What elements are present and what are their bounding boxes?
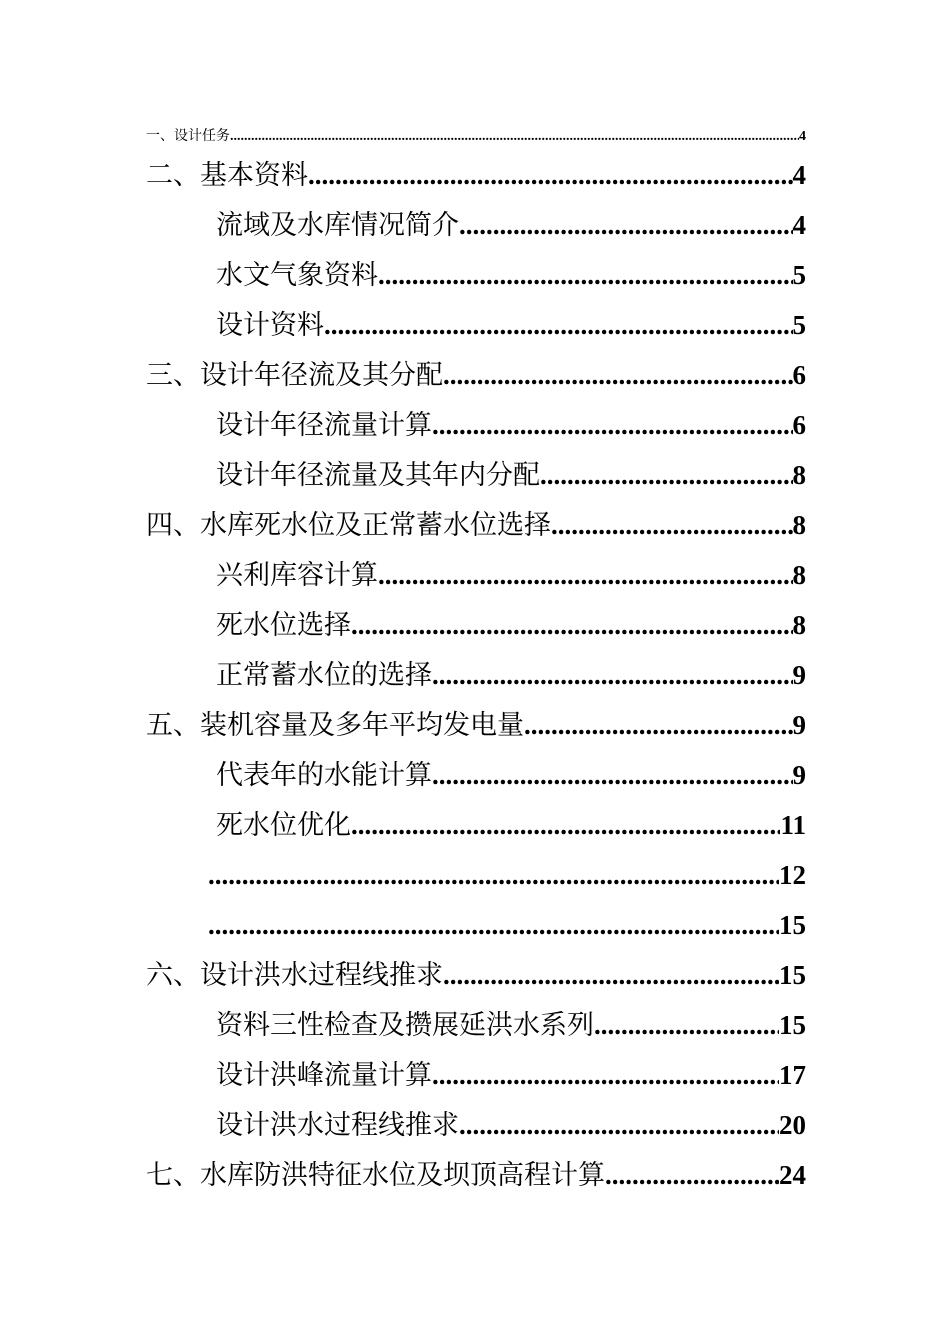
toc-entry[interactable] — [146, 900, 806, 950]
toc-entry-page: 6 — [792, 360, 806, 390]
toc-entry[interactable] — [146, 550, 806, 600]
toc-leader-dots — [594, 1000, 779, 1050]
toc-leader-dots — [551, 500, 793, 550]
toc-entry[interactable] — [146, 950, 806, 1000]
toc-leader-dots — [443, 350, 793, 400]
toc-leader-dots — [378, 550, 793, 600]
toc-entry[interactable] — [146, 400, 806, 450]
toc-entry-title: 五、装机容量及多年平均发电量 — [146, 710, 524, 741]
toc-entry[interactable] — [146, 200, 806, 250]
toc-entry-title: 三、设计年径流及其分配 — [146, 360, 443, 391]
toc-leader-dots — [432, 1050, 779, 1100]
toc-entry[interactable] — [146, 150, 806, 200]
toc-entry-title: 六、设计洪水过程线推求 — [146, 960, 443, 991]
toc-entry-title: 流域及水库情况简介 — [216, 210, 459, 241]
toc-entry[interactable] — [146, 1000, 806, 1050]
toc-leader-dots — [540, 450, 793, 500]
toc-leader-dots — [432, 750, 793, 800]
toc-entry-page: 8 — [792, 510, 806, 540]
toc-entry-page: 9 — [792, 660, 806, 690]
toc-leader-dots — [432, 650, 793, 700]
toc-entry-title: 正常蓄水位的选择 — [216, 660, 432, 691]
toc-entry-title: 死水位优化 — [216, 810, 351, 841]
toc-entry-page: 5 — [792, 260, 806, 290]
toc-entry[interactable] — [146, 1100, 806, 1150]
toc-entry-title: 设计资料 — [216, 310, 324, 341]
toc-entry[interactable] — [146, 600, 806, 650]
toc-leader-dots — [308, 150, 793, 200]
toc-entry-page: 8 — [792, 560, 806, 590]
toc-entry-title: 二、基本资料 — [146, 160, 308, 191]
toc-leader-dots — [605, 1150, 779, 1200]
toc-leader-dots — [459, 1100, 779, 1150]
toc-entry-title: 代表年的水能计算 — [216, 760, 432, 791]
toc-leader-dots — [432, 400, 793, 450]
toc-entry[interactable] — [146, 500, 806, 550]
toc-entry[interactable] — [146, 450, 806, 500]
toc-entry-page: 9 — [792, 710, 806, 740]
toc-leader-dots — [459, 200, 793, 250]
toc-entry-page: 24 — [779, 1160, 806, 1190]
toc-entry[interactable] — [146, 300, 806, 350]
toc-leader-dots — [324, 300, 793, 350]
toc-entry[interactable] — [146, 350, 806, 400]
toc-leader-dots — [208, 850, 779, 900]
toc-entry-title: 一、设计任务 — [146, 128, 230, 144]
toc-entry[interactable] — [146, 700, 806, 750]
toc-entry-page: 5 — [792, 310, 806, 340]
toc-leader-dots — [524, 700, 793, 750]
toc-entry-title: 设计洪水过程线推求 — [216, 1110, 459, 1141]
toc-leader-dots — [351, 600, 793, 650]
toc-leader-dots — [351, 800, 780, 850]
toc-entry[interactable] — [146, 800, 806, 850]
toc-entry-page: 8 — [792, 610, 806, 640]
toc-entry-page: 15 — [779, 960, 806, 990]
toc-leader-dots — [443, 950, 779, 1000]
toc-entry-page: 9 — [792, 760, 806, 790]
toc-entry[interactable] — [146, 750, 806, 800]
toc-entry-page: 15 — [779, 910, 806, 940]
toc-entry[interactable] — [146, 1050, 806, 1100]
toc-entry-title: 资料三性检查及攒展延洪水系列 — [216, 1010, 594, 1041]
toc-entry-page: 6 — [792, 410, 806, 440]
toc-entry-page: 11 — [780, 810, 806, 840]
toc-leader-dots — [208, 900, 779, 950]
toc-entry-page: 17 — [779, 1060, 806, 1090]
toc-entry[interactable] — [146, 850, 806, 900]
toc-entry[interactable] — [146, 650, 806, 700]
toc-entry-page: 4 — [792, 160, 806, 190]
toc-entry-page: 12 — [779, 860, 806, 890]
toc-entry-title: 四、水库死水位及正常蓄水位选择 — [146, 510, 551, 541]
toc-entry[interactable] — [146, 250, 806, 300]
toc-entry-page: 20 — [779, 1110, 806, 1140]
toc-entry-title: 死水位选择 — [216, 610, 351, 641]
toc-entry-title: 设计年径流量及其年内分配 — [216, 460, 540, 491]
toc-leader-dots — [378, 250, 793, 300]
toc-entry-title: 七、水库防洪特征水位及坝顶高程计算 — [146, 1160, 605, 1191]
toc-entry[interactable] — [146, 1150, 806, 1200]
toc-entry[interactable] — [146, 122, 806, 150]
toc-entry-page: 4 — [799, 129, 806, 144]
toc-entry-title: 设计年径流量计算 — [216, 410, 432, 441]
toc-entry-page: 4 — [792, 210, 806, 240]
toc-entry-page: 15 — [779, 1010, 806, 1040]
toc-entry-page: 8 — [792, 460, 806, 490]
table-of-contents — [146, 122, 806, 1200]
toc-entry-title: 设计洪峰流量计算 — [216, 1060, 432, 1091]
toc-leader-dots — [230, 123, 799, 151]
toc-entry-title: 兴利库容计算 — [216, 560, 378, 591]
toc-entry-title: 水文气象资料 — [216, 260, 378, 291]
